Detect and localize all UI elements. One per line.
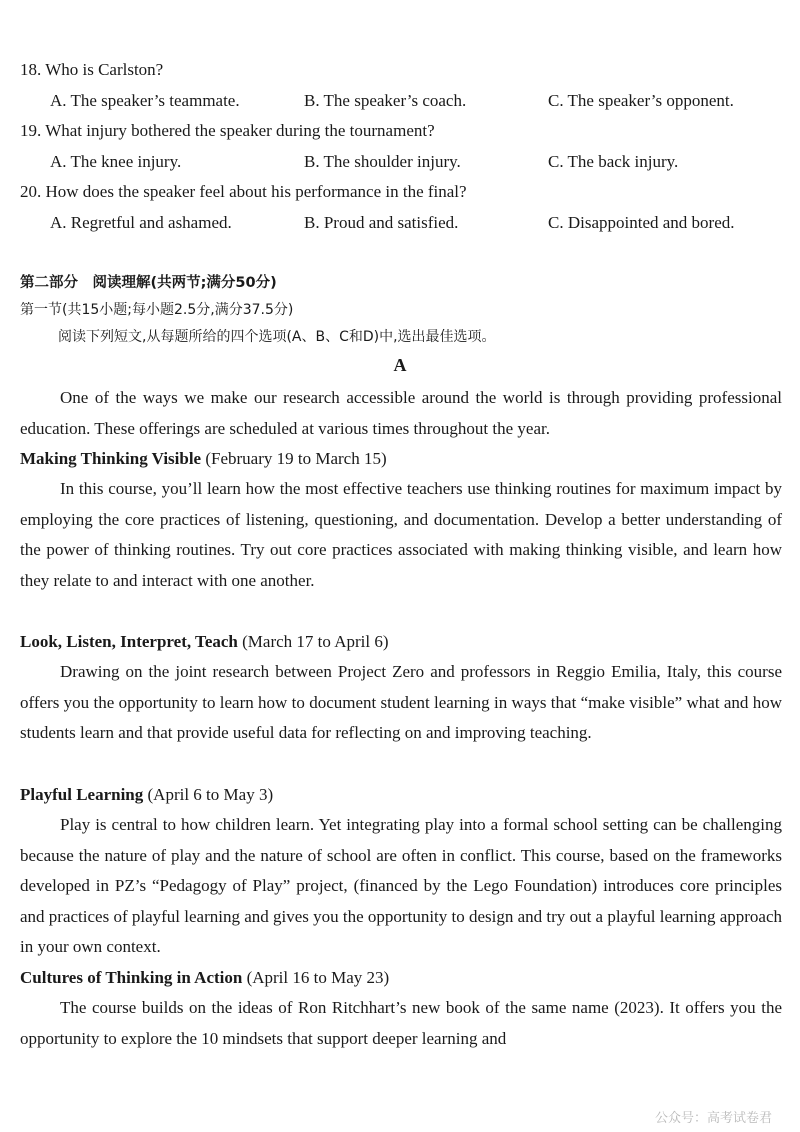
question-20-option-a: A. Regretful and ashamed. <box>50 213 232 232</box>
course-heading <box>20 448 387 470</box>
question-19-option-a: A. The knee injury. <box>50 152 182 171</box>
question-18-option-a: A. The speaker’s teammate. <box>50 91 240 110</box>
passage-intro: One of the ways we make our research accessible around the world is through providing professional education. These offerings are scheduled at various times throughout the year. <box>20 388 782 438</box>
course-title: Playful Learning <box>20 785 144 804</box>
question-20-option-b: B. Proud and satisfied. <box>304 213 459 232</box>
course-title: Making Thinking Visible <box>20 449 202 468</box>
question-20-option-c: C. Disappointed and bored. <box>548 213 735 232</box>
course-description: The course builds on the ideas of Ron Ritchhart’s new book of the same name (2023). It offers you the opportunity to explore the 10 mindsets that support deeper learning and <box>20 998 782 1048</box>
question-19-stem: 19. What injury bothered the speaker during the tournament? <box>20 121 435 140</box>
course-heading <box>20 631 388 653</box>
question-18-stem: 18. Who is Carlston? <box>20 60 164 79</box>
part-two-heading: 第二部分 阅读理解(共两节;满分50分) <box>20 275 277 291</box>
course-description: In this course, you’ll learn how the most effective teachers use thinking routines for maximum impact by employing the core practices of listening, questioning, and documentation. Develop a better understanding of the power of thinking routines. Try out core practices associated with making thinking visible, and learn how they relate to and interact with one another. <box>20 479 782 590</box>
course-heading <box>20 967 389 989</box>
course-dates: (April 16 to May 23) <box>242 968 390 987</box>
question-19-option-b: B. The shoulder injury. <box>304 152 461 171</box>
reading-instruction: 阅读下列短文,从每题所给的四个选项(A、B、C和D)中,选出最佳选项。 <box>58 329 496 345</box>
course-dates: (February 19 to March 15) <box>201 449 387 468</box>
course-description: Play is central to how children learn. Yet integrating play into a formal school setting can be challenging because the nature of play and the nature of school are often in conflict. This course, based on the frameworks developed in PZ’s “Pedagogy of Play” project, (financed by the Lego Foundation) introduces core principles and practices of playful learning and gives you the opportunity to design and try out a playful learning approach in your own context. <box>20 815 782 957</box>
course-title: Cultures of Thinking in Action <box>20 968 243 987</box>
course-dates: (March 17 to April 6) <box>237 632 389 651</box>
course-dates: (April 6 to May 3) <box>143 785 274 804</box>
question-19-option-c: C. The back injury. <box>548 152 679 171</box>
course-title: Look, Listen, Interpret, Teach <box>20 632 238 651</box>
course-heading <box>20 784 273 806</box>
question-20-stem: 20. How does the speaker feel about his performance in the final? <box>20 182 467 201</box>
watermark-footer: 公众号：高考试卷君 <box>654 1111 772 1126</box>
question-18-option-c: C. The speaker’s opponent. <box>548 91 734 110</box>
section-one-heading: 第一节(共15小题;每小题2.5分,满分37.5分) <box>20 302 294 318</box>
passage-letter: A <box>393 355 407 375</box>
course-description: Drawing on the joint research between Project Zero and professors in Reggio Emilia, Italy, this course offers you the opportunity to learn how to document student learning in ways that “make visible” what and how students learn and that provide useful data for reflecting on and improving teaching. <box>20 662 782 743</box>
question-18-option-b: B. The speaker’s coach. <box>304 91 467 110</box>
